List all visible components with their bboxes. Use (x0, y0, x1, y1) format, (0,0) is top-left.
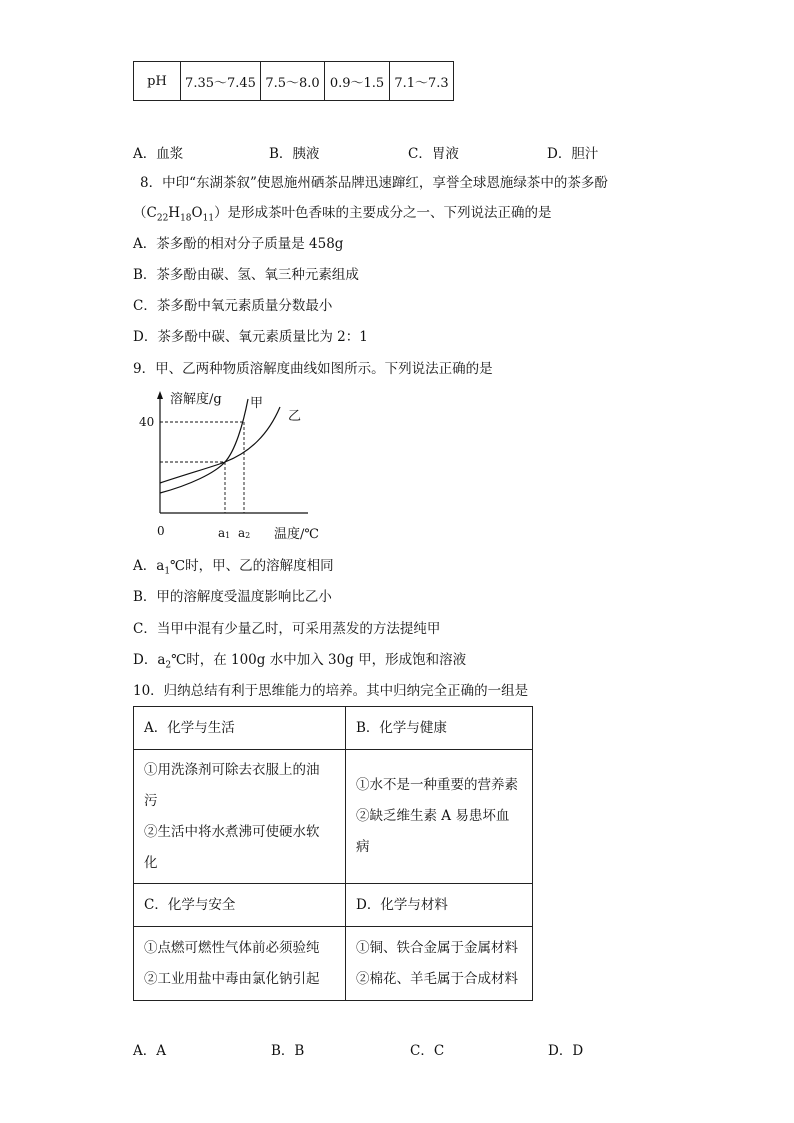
q10-option-a: A．A (133, 1043, 166, 1059)
q10-options (133, 1039, 613, 1059)
q8-stem-line2 (133, 203, 552, 229)
q10-row-2-content (134, 927, 533, 1001)
q9-option-a-pre: A．a (133, 558, 165, 574)
q8-sub-o: 11 (202, 213, 215, 224)
cell-b-line-3: 病 (356, 839, 370, 855)
ph-table (133, 61, 454, 101)
cell-b-content (346, 750, 533, 884)
q10-row-2-title (134, 884, 533, 927)
q10-row-1-content (134, 750, 533, 884)
cell-b-title: B．化学与健康 (346, 707, 533, 750)
ph-cell-blood: 7.35～7.45 (181, 62, 261, 101)
ph-table-row (134, 62, 454, 101)
cell-d-line-2: ②棉花、羊毛属于合成材料 (356, 970, 518, 987)
q10-summary-table (133, 706, 533, 1001)
origin-label: 0 (157, 524, 165, 538)
cell-c-content (134, 927, 346, 1001)
q9-option-b: B．甲的溶解度受温度影响比乙小 (133, 589, 332, 605)
y-axis-arrow (157, 391, 163, 399)
solubility-chart (130, 385, 320, 545)
q8-o: O (191, 205, 203, 221)
x-tick-a1: a1 (218, 526, 231, 540)
q9-option-a-post: ℃时，甲、乙的溶解度相同 (170, 558, 334, 574)
q7-option-d: D．胆汁 (547, 146, 599, 162)
cell-c-line-2: ②工业用盐中毒由氯化钠引起 (144, 970, 320, 987)
q9-option-d (133, 650, 466, 676)
y-tick-40: 40 (139, 415, 155, 429)
y-axis-label: 溶解度/g (170, 392, 222, 407)
cell-c-line-1: ①点燃可燃性气体前必须验纯 (144, 939, 320, 956)
label-yi: 乙 (288, 409, 302, 424)
q7-option-c: C．胃液 (408, 146, 459, 162)
ph-cell-pancreatic: 7.5～8.0 (261, 62, 325, 101)
x-axis-label: 温度/℃ (274, 527, 319, 542)
q8-stem-rest: ）是形成茶叶色香味的主要成分之一、下列说法正确的是 (214, 205, 552, 221)
q9-option-d-sub: 2 (165, 660, 172, 671)
curve-yi (160, 407, 280, 483)
cell-a-line-3: ②生活中将水煮沸可使硬水软 (144, 823, 320, 840)
cell-d-title: D．化学与材料 (346, 884, 533, 927)
q8-stem-line1: 8．中印“东湖茶叙”使恩施州硒茶品牌迅速蹿红，享誉全球恩施绿茶中的茶多酚 (140, 175, 608, 191)
q10-option-d: D．D (548, 1043, 584, 1059)
ph-cell-label: pH (134, 62, 181, 101)
q10-row-1-title (134, 707, 533, 750)
cell-b-line-2: ②缺乏维生素 A 易患坏血 (356, 808, 510, 824)
q10-option-c: C．C (410, 1043, 445, 1059)
cell-d-line-1: ①铜、铁合金属于金属材料 (356, 939, 518, 956)
label-jia: 甲 (250, 396, 264, 411)
q8-sub-c: 22 (156, 213, 169, 224)
q10-option-b: B．B (271, 1043, 305, 1059)
q8-paren-c: （C (133, 205, 157, 221)
q9-option-d-post: ℃时，在 100g 水中加入 30g 甲，形成饱和溶液 (171, 652, 467, 668)
q9-stem: 9．甲、乙两种物质溶解度曲线如图所示。下列说法正确的是 (133, 361, 493, 377)
cell-d-content (346, 927, 533, 1001)
cell-c-title: C．化学与安全 (134, 884, 346, 927)
q9-option-c: C．当甲中混有少量乙时，可采用蒸发的方法提纯甲 (133, 621, 441, 637)
q9-option-a-sub: 1 (164, 566, 171, 577)
x-tick-a2: a2 (238, 526, 251, 540)
cell-a-title: A．化学与生活 (134, 707, 346, 750)
q9-option-a (133, 556, 334, 582)
q7-option-a: A．血浆 (133, 146, 184, 162)
q8-option-c: C．茶多酚中氧元素质量分数最小 (133, 298, 333, 314)
ph-cell-bile: 7.1～7.3 (390, 62, 454, 101)
cell-a-line-2: 污 (144, 792, 158, 809)
q10-stem: 10．归纳总结有利于思维能力的培养。其中归纳完全正确的一组是 (133, 683, 529, 699)
q8-sub-h: 18 (180, 213, 192, 224)
q8-option-b: B．茶多酚由碳、氢、氧三种元素组成 (133, 267, 359, 283)
q8-h: H (168, 205, 181, 221)
cell-a-line-4: 化 (144, 854, 158, 871)
cell-b-line-1: ①水不是一种重要的营养素 (356, 777, 518, 793)
cell-a-line-1: ①用洗涤剂可除去衣服上的油 (144, 761, 320, 778)
q7-options (133, 142, 613, 162)
q7-option-b: B．胰液 (269, 146, 320, 162)
cell-a-content (134, 750, 346, 884)
q8-option-d: D．茶多酚中碳、氧元素质量比为 2：1 (133, 329, 368, 345)
q8-option-a: A．茶多酚的相对分子质量是 458g (133, 236, 344, 252)
ph-cell-gastric: 0.9～1.5 (325, 62, 390, 101)
q9-option-d-pre: D．a (133, 652, 166, 668)
